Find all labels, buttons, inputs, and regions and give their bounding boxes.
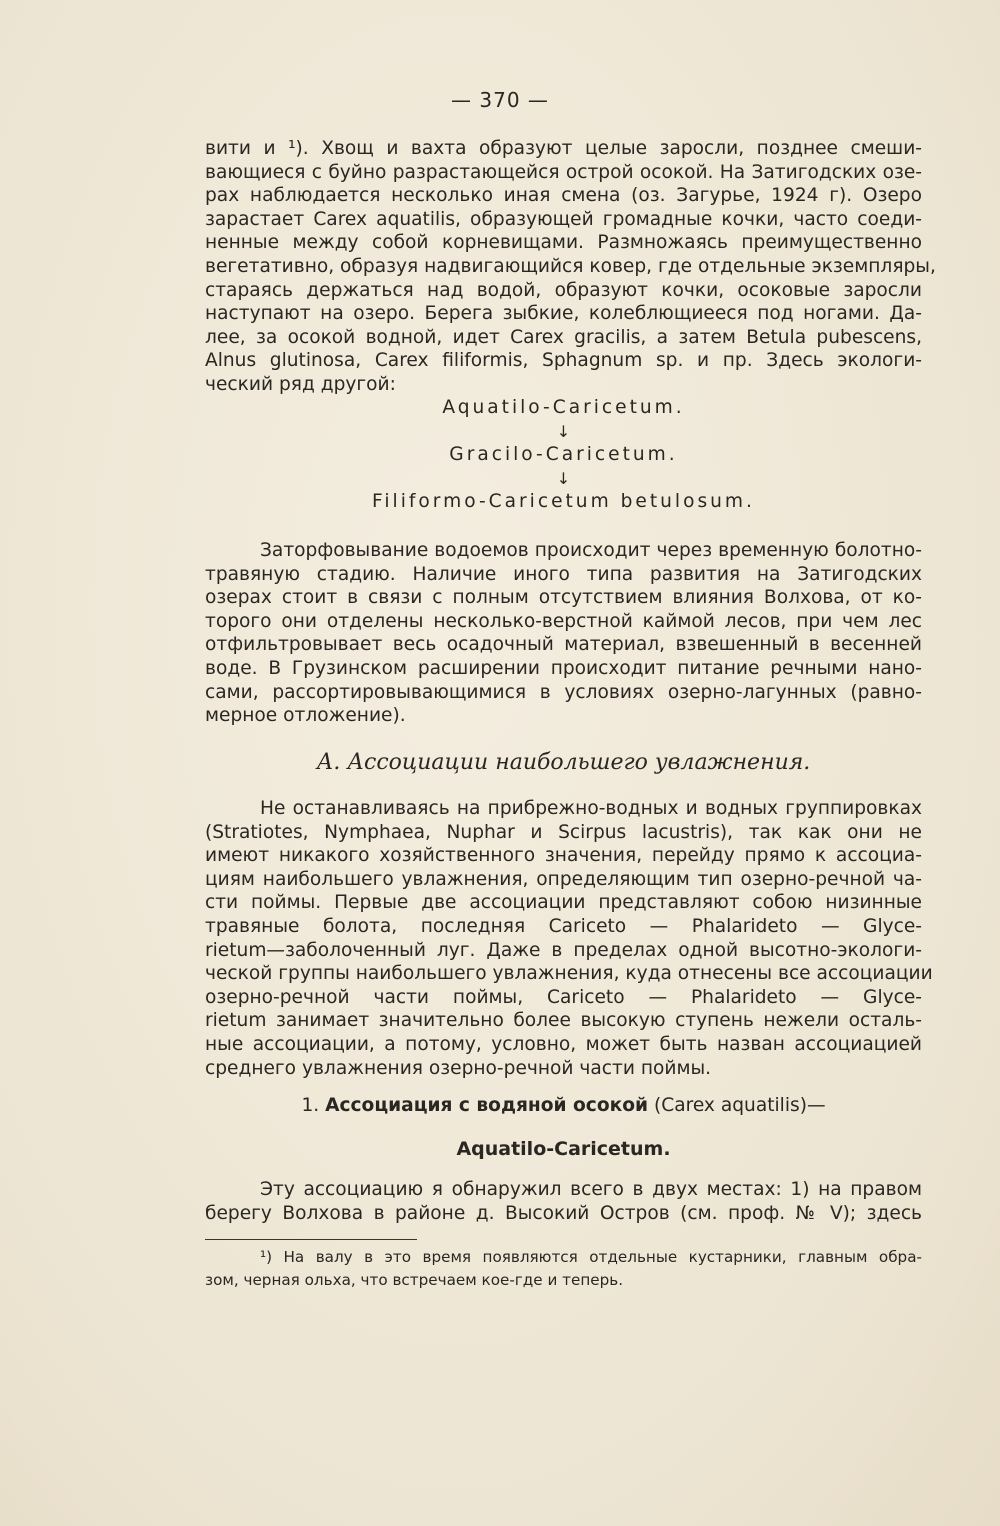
subsection-number: 1. xyxy=(301,1095,320,1116)
ecological-series xyxy=(205,396,922,514)
text-line: берегу Волхова в районе д. Высокий Остров (см. проф. № V); здесь xyxy=(205,1202,922,1224)
paragraph-2 xyxy=(205,539,922,728)
text-line: лее, за осокой водной, идет Carex gracilis, а затем Betula pubescens, xyxy=(205,326,922,348)
series-item: Filiformo-Caricetum betulosum. xyxy=(372,491,755,513)
footnote-line: ¹) На валу в это время появляются отдельные кустарники, главным обра- xyxy=(260,1248,922,1266)
text-line: (Stratiotes, Nymphaea, Nuphar и Scirpus lacustris), так как они не xyxy=(205,821,922,843)
text-line: зарастает Carex aquatilis, образующей громадные кочки, часто соеди- xyxy=(205,208,922,230)
series-item: Aquatilo-Caricetum. xyxy=(442,397,685,418)
subsection-title: Ассоциация с водяной осокой xyxy=(325,1095,649,1116)
text-line: озерно-речной части поймы, Cariceto — Phalarideto — Glyce- xyxy=(205,986,922,1008)
text-line: rietum занимает значительно более высокую ступень нежели осталь- xyxy=(205,1010,922,1032)
text-line: озерах стоит в связи с полным отсутствием влияния Волхова, от ко- xyxy=(205,587,922,609)
text-line: rietum—заболоченный луг. Даже в пределах одной высотно-экологи- xyxy=(205,939,922,961)
text-line: травяную стадию. Наличие иного типа развития на Затигодских xyxy=(205,563,922,585)
footnote-rule xyxy=(205,1239,417,1240)
text-line: вити и ¹). Хвощ и вахта образуют целые заросли, позднее смеши- xyxy=(205,138,922,159)
text-line: сами, рассортировывающимися в условиях озерно-лагунных (равно- xyxy=(205,681,922,703)
text-line: вающиеся с буйно разрастающейся острой осокой. На Затигодских озе- xyxy=(205,161,922,183)
text-line: мерное отложение). xyxy=(205,705,406,727)
subsection-latin: (Carex aquatilis)— xyxy=(653,1095,826,1116)
paragraph-4 xyxy=(205,1178,922,1225)
text-line: воде. В Грузинском расширении происходит питание речными нано- xyxy=(205,657,922,679)
text-line: Эту ассоциацию я обнаружил всего в двух местах: 1) на правом xyxy=(260,1179,922,1200)
subsection-heading xyxy=(205,1095,922,1116)
text-line: сти поймы. Первые две ассоциации представляют собою низинные xyxy=(205,892,922,914)
text-line: среднего увлажнения озерно-речной части поймы. xyxy=(205,1057,712,1079)
footnote xyxy=(205,1246,922,1292)
text-line: вегетативно, образуя надвигающийся ковер, где отдельные экземпляры, xyxy=(205,255,936,277)
footnote-line: зом, черная ольха, что встречаем кое-где и теперь. xyxy=(205,1271,624,1289)
paragraph-1 xyxy=(205,137,936,397)
text-line: Заторфовывание водоемов происходит через временную болотно- xyxy=(260,540,922,561)
text-line: ные ассоциации, а потому, условно, может быть назван ассоциацией xyxy=(205,1033,922,1055)
text-line: ческой группы наибольшего увлажнения, куда отнесены все ассоциации xyxy=(205,963,933,985)
text-line: отфильтровывает весь осадочный материал, взвешенный в весенней xyxy=(205,634,922,656)
page-number: — 370 — xyxy=(451,88,549,112)
text-line: Не останавливаясь на прибрежно-водных и водных группировках xyxy=(260,798,922,819)
text-line: циям наибольшего увлажнения, определяющим тип озерно-речной ча- xyxy=(205,868,922,890)
series-item: Gracilo-Caricetum. xyxy=(449,444,678,466)
arrow-down-icon: ↓ xyxy=(556,468,571,488)
text-line: имеют никакого хозяйственного значения, перейду прямо к ассоциа- xyxy=(205,845,922,867)
subsection-subtitle: Aquatilo-Caricetum. xyxy=(456,1138,671,1160)
arrow-down-icon: ↓ xyxy=(556,421,571,441)
text-line: Alnus glutinosa, Carex filiformis, Sphagnum sp. и пр. Здесь экологи- xyxy=(205,350,922,372)
text-line: ческий ряд другой: xyxy=(205,373,396,395)
text-line: торого они отделены несколько-верстной каймой лесов, при чем лес xyxy=(205,610,922,632)
text-line: ненные между собой корневищами. Размножаясь преимущественно xyxy=(205,232,922,254)
section-heading: А. Ассоциации наибольшего увлажнения. xyxy=(316,750,811,775)
paragraph-3 xyxy=(205,797,933,1080)
text-line: стараясь держаться над водой, образуют кочки, осоковые заросли xyxy=(205,279,922,301)
text-line: наступают на озеро. Берега зыбкие, колеблющиееся под ногами. Да- xyxy=(205,303,922,325)
text-line: рах наблюдается несколько иная смена (оз. Загурье, 1924 г). Озеро xyxy=(205,185,922,207)
text-line: травяные болота, последняя Cariceto — Phalarideto — Glyce- xyxy=(205,915,922,937)
